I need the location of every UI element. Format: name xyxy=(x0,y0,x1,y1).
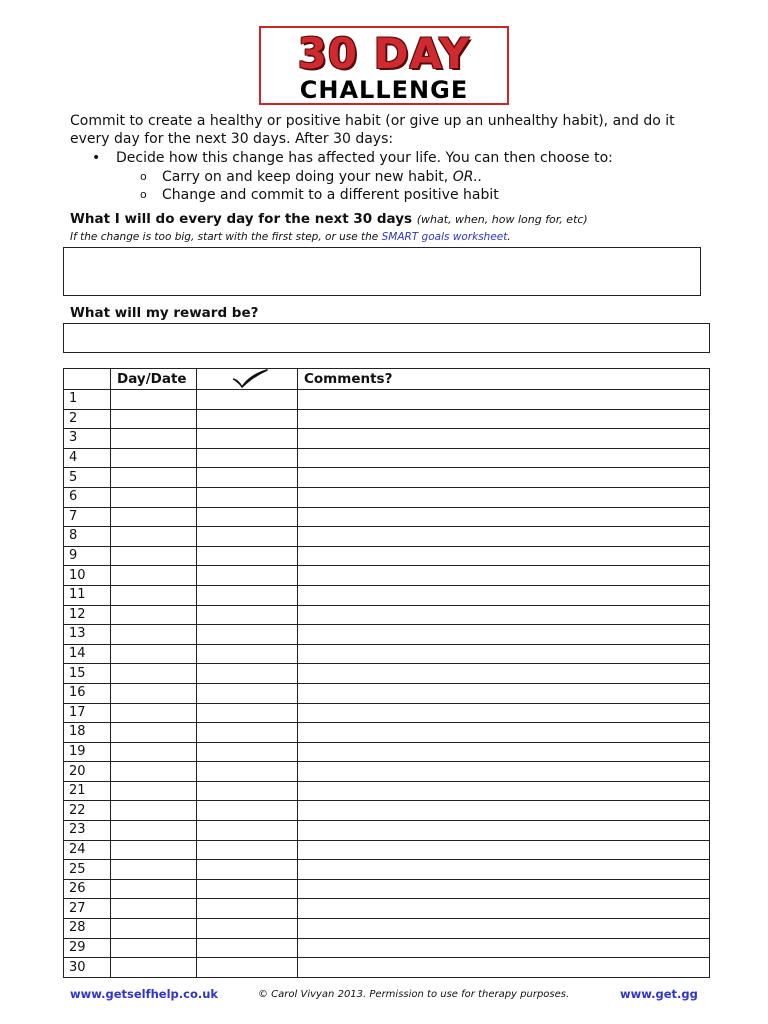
tracker-row xyxy=(64,487,710,507)
footer-copyright: © Carol Vivyan 2013. Permission to use for therapy purposes. xyxy=(258,989,570,1000)
check-cell[interactable] xyxy=(197,566,298,586)
check-cell[interactable] xyxy=(197,703,298,723)
check-cell[interactable] xyxy=(197,821,298,841)
day-number-cell: 9 xyxy=(64,546,111,566)
day-date-cell[interactable] xyxy=(111,781,197,801)
smart-goals-link[interactable]: SMART goals worksheet xyxy=(381,231,508,243)
header-day-date: Day/Date xyxy=(111,369,197,390)
tracker-row xyxy=(64,801,710,821)
day-number-cell: 2 xyxy=(64,409,111,429)
check-cell[interactable] xyxy=(197,860,298,880)
sub-bullet-text-1: Carry on and keep doing your new habit, xyxy=(162,168,453,185)
day-date-cell[interactable] xyxy=(111,566,197,586)
check-cell[interactable] xyxy=(197,644,298,664)
circle-bullet-icon: o xyxy=(140,188,147,201)
question-note xyxy=(70,231,511,243)
tracker-row xyxy=(64,527,710,547)
tracker-row xyxy=(64,625,710,645)
title-sub: CHALLENGE xyxy=(299,76,469,104)
check-cell[interactable] xyxy=(197,625,298,645)
day-number-cell: 11 xyxy=(64,585,111,605)
day-date-cell[interactable] xyxy=(111,919,197,939)
comments-cell[interactable] xyxy=(298,468,710,488)
day-number-cell: 29 xyxy=(64,938,111,958)
comments-cell[interactable] xyxy=(298,409,710,429)
sub-bullet-item xyxy=(70,186,710,205)
tracker-table xyxy=(63,368,710,978)
day-number-cell: 1 xyxy=(64,390,111,410)
tracker-row xyxy=(64,507,710,527)
tracker-row xyxy=(64,546,710,566)
comments-cell[interactable] xyxy=(298,958,710,978)
day-date-cell[interactable] xyxy=(111,448,197,468)
check-cell[interactable] xyxy=(197,487,298,507)
footer-website-link[interactable]: www.getselfhelp.co.uk xyxy=(70,987,219,1001)
day-date-cell[interactable] xyxy=(111,429,197,449)
comments-cell[interactable] xyxy=(298,703,710,723)
day-date-cell[interactable] xyxy=(111,821,197,841)
day-number-cell: 5 xyxy=(64,468,111,488)
tracker-row xyxy=(64,703,710,723)
day-date-cell[interactable] xyxy=(111,801,197,821)
question-daily-action xyxy=(70,211,588,227)
comments-cell[interactable] xyxy=(298,644,710,664)
day-number-cell: 15 xyxy=(64,664,111,684)
tracker-row xyxy=(64,742,710,762)
day-date-cell[interactable] xyxy=(111,703,197,723)
note-end: . xyxy=(507,231,511,243)
day-number-cell: 22 xyxy=(64,801,111,821)
sub-bullet-text-2: Change and commit to a different positive habit xyxy=(162,187,499,203)
circle-bullet-icon: o xyxy=(140,169,147,183)
day-date-cell[interactable] xyxy=(111,507,197,527)
day-date-cell[interactable] xyxy=(111,742,197,762)
comments-cell[interactable] xyxy=(298,487,710,507)
header-comments: Comments? xyxy=(298,369,710,390)
day-number-cell: 4 xyxy=(64,448,111,468)
option-list xyxy=(70,149,710,205)
tracker-row xyxy=(64,683,710,703)
comments-cell[interactable] xyxy=(298,605,710,625)
tracker-row xyxy=(64,781,710,801)
comments-cell[interactable] xyxy=(298,585,710,605)
tracker-row xyxy=(64,468,710,488)
day-date-cell[interactable] xyxy=(111,664,197,684)
day-date-cell[interactable] xyxy=(111,958,197,978)
tracker-row xyxy=(64,958,710,978)
tracker-row xyxy=(64,644,710,664)
bullet-item xyxy=(70,149,710,168)
check-cell[interactable] xyxy=(197,683,298,703)
day-number-cell: 12 xyxy=(64,605,111,625)
day-date-cell[interactable] xyxy=(111,468,197,488)
intro-line-1: Commit to create a healthy or positive habit (or give up an unhealthy habit), and do it xyxy=(70,113,675,129)
comments-cell[interactable] xyxy=(298,938,710,958)
header-check xyxy=(197,369,298,390)
check-cell[interactable] xyxy=(197,664,298,684)
sub-bullet-emphasis: OR.. xyxy=(452,168,483,185)
question-label: What I will do every day for the next 30 days xyxy=(70,211,417,227)
day-date-cell[interactable] xyxy=(111,546,197,566)
day-date-cell[interactable] xyxy=(111,390,197,410)
bullet-dot-icon: • xyxy=(92,150,101,166)
tracker-row xyxy=(64,429,710,449)
tracker-row xyxy=(64,762,710,782)
check-cell[interactable] xyxy=(197,938,298,958)
check-cell[interactable] xyxy=(197,781,298,801)
comments-cell[interactable] xyxy=(298,781,710,801)
tracker-row xyxy=(64,860,710,880)
note-text: If the change is too big, start with the first step, or use the xyxy=(70,231,382,243)
comments-cell[interactable] xyxy=(298,625,710,645)
check-cell[interactable] xyxy=(197,723,298,743)
tracker-header-row xyxy=(64,369,710,390)
comments-cell[interactable] xyxy=(298,879,710,899)
day-date-cell[interactable] xyxy=(111,723,197,743)
day-number-cell: 3 xyxy=(64,429,111,449)
day-date-cell[interactable] xyxy=(111,938,197,958)
day-number-cell: 26 xyxy=(64,879,111,899)
check-cell[interactable] xyxy=(197,605,298,625)
day-number-cell: 30 xyxy=(64,958,111,978)
day-number-cell: 7 xyxy=(64,507,111,527)
check-cell[interactable] xyxy=(197,546,298,566)
comments-cell[interactable] xyxy=(298,742,710,762)
check-cell[interactable] xyxy=(197,899,298,919)
tracker-row xyxy=(64,390,710,410)
check-cell[interactable] xyxy=(197,919,298,939)
comments-cell[interactable] xyxy=(298,683,710,703)
day-date-cell[interactable] xyxy=(111,605,197,625)
check-cell[interactable] xyxy=(197,801,298,821)
day-number-cell: 28 xyxy=(64,919,111,939)
comments-cell[interactable] xyxy=(298,860,710,880)
check-cell[interactable] xyxy=(197,429,298,449)
check-mark-icon xyxy=(230,369,270,389)
day-number-cell: 19 xyxy=(64,742,111,762)
tracker-row xyxy=(64,585,710,605)
day-date-cell[interactable] xyxy=(111,683,197,703)
comments-cell[interactable] xyxy=(298,429,710,449)
tracker-row xyxy=(64,723,710,743)
day-number-cell: 23 xyxy=(64,821,111,841)
day-date-cell[interactable] xyxy=(111,527,197,547)
comments-cell[interactable] xyxy=(298,723,710,743)
reward-answer-box[interactable] xyxy=(63,323,710,353)
comments-cell[interactable] xyxy=(298,821,710,841)
comments-cell[interactable] xyxy=(298,919,710,939)
comments-cell[interactable] xyxy=(298,840,710,860)
check-cell[interactable] xyxy=(197,762,298,782)
day-date-cell[interactable] xyxy=(111,860,197,880)
day-date-cell[interactable] xyxy=(111,879,197,899)
day-number-cell: 20 xyxy=(64,762,111,782)
intro-line-2: every day for the next 30 days. After 30 days: xyxy=(70,131,394,147)
comments-cell[interactable] xyxy=(298,390,710,410)
tracker-row xyxy=(64,605,710,625)
check-cell[interactable] xyxy=(197,468,298,488)
intro-paragraph xyxy=(70,112,710,148)
bullet-text: Decide how this change has affected your life. You can then choose to: xyxy=(116,150,613,166)
day-number-cell: 6 xyxy=(64,487,111,507)
footer-short-link[interactable]: www.get.gg xyxy=(620,987,698,1001)
tracker-row xyxy=(64,409,710,429)
check-cell[interactable] xyxy=(197,840,298,860)
tracker-row xyxy=(64,879,710,899)
day-number-cell: 27 xyxy=(64,899,111,919)
day-number-cell: 16 xyxy=(64,683,111,703)
day-number-cell: 17 xyxy=(64,703,111,723)
comments-cell[interactable] xyxy=(298,546,710,566)
day-number-cell: 24 xyxy=(64,840,111,860)
comments-cell[interactable] xyxy=(298,527,710,547)
day-number-cell: 18 xyxy=(64,723,111,743)
daily-action-answer-box[interactable] xyxy=(63,247,701,296)
title-main: 30 DAY xyxy=(297,29,471,78)
check-cell[interactable] xyxy=(197,507,298,527)
question-hint: (what, when, how long for, etc) xyxy=(416,213,588,226)
tracker-row xyxy=(64,821,710,841)
comments-cell[interactable] xyxy=(298,801,710,821)
day-date-cell[interactable] xyxy=(111,409,197,429)
day-number-cell: 14 xyxy=(64,644,111,664)
check-cell[interactable] xyxy=(197,879,298,899)
day-number-cell: 10 xyxy=(64,566,111,586)
tracker-row xyxy=(64,840,710,860)
comments-cell[interactable] xyxy=(298,448,710,468)
day-date-cell[interactable] xyxy=(111,625,197,645)
sub-bullet-item xyxy=(70,168,710,187)
day-date-cell[interactable] xyxy=(111,840,197,860)
check-cell[interactable] xyxy=(197,448,298,468)
tracker-row xyxy=(64,919,710,939)
day-number-cell: 21 xyxy=(64,781,111,801)
tracker-row xyxy=(64,899,710,919)
day-date-cell[interactable] xyxy=(111,585,197,605)
tracker-row xyxy=(64,566,710,586)
day-date-cell[interactable] xyxy=(111,644,197,664)
check-cell[interactable] xyxy=(197,742,298,762)
check-cell[interactable] xyxy=(197,585,298,605)
day-date-cell[interactable] xyxy=(111,899,197,919)
comments-cell[interactable] xyxy=(298,507,710,527)
comments-cell[interactable] xyxy=(298,566,710,586)
day-number-cell: 13 xyxy=(64,625,111,645)
comments-cell[interactable] xyxy=(298,762,710,782)
question-reward: What will my reward be? xyxy=(70,305,259,321)
check-cell[interactable] xyxy=(197,958,298,978)
tracker-row xyxy=(64,938,710,958)
header-number xyxy=(64,369,111,390)
comments-cell[interactable] xyxy=(298,899,710,919)
check-cell[interactable] xyxy=(197,527,298,547)
day-date-cell[interactable] xyxy=(111,487,197,507)
day-number-cell: 8 xyxy=(64,527,111,547)
day-number-cell: 25 xyxy=(64,860,111,880)
check-cell[interactable] xyxy=(197,409,298,429)
tracker-row xyxy=(64,664,710,684)
title-box xyxy=(259,26,509,105)
day-date-cell[interactable] xyxy=(111,762,197,782)
tracker-row xyxy=(64,448,710,468)
comments-cell[interactable] xyxy=(298,664,710,684)
check-cell[interactable] xyxy=(197,390,298,410)
